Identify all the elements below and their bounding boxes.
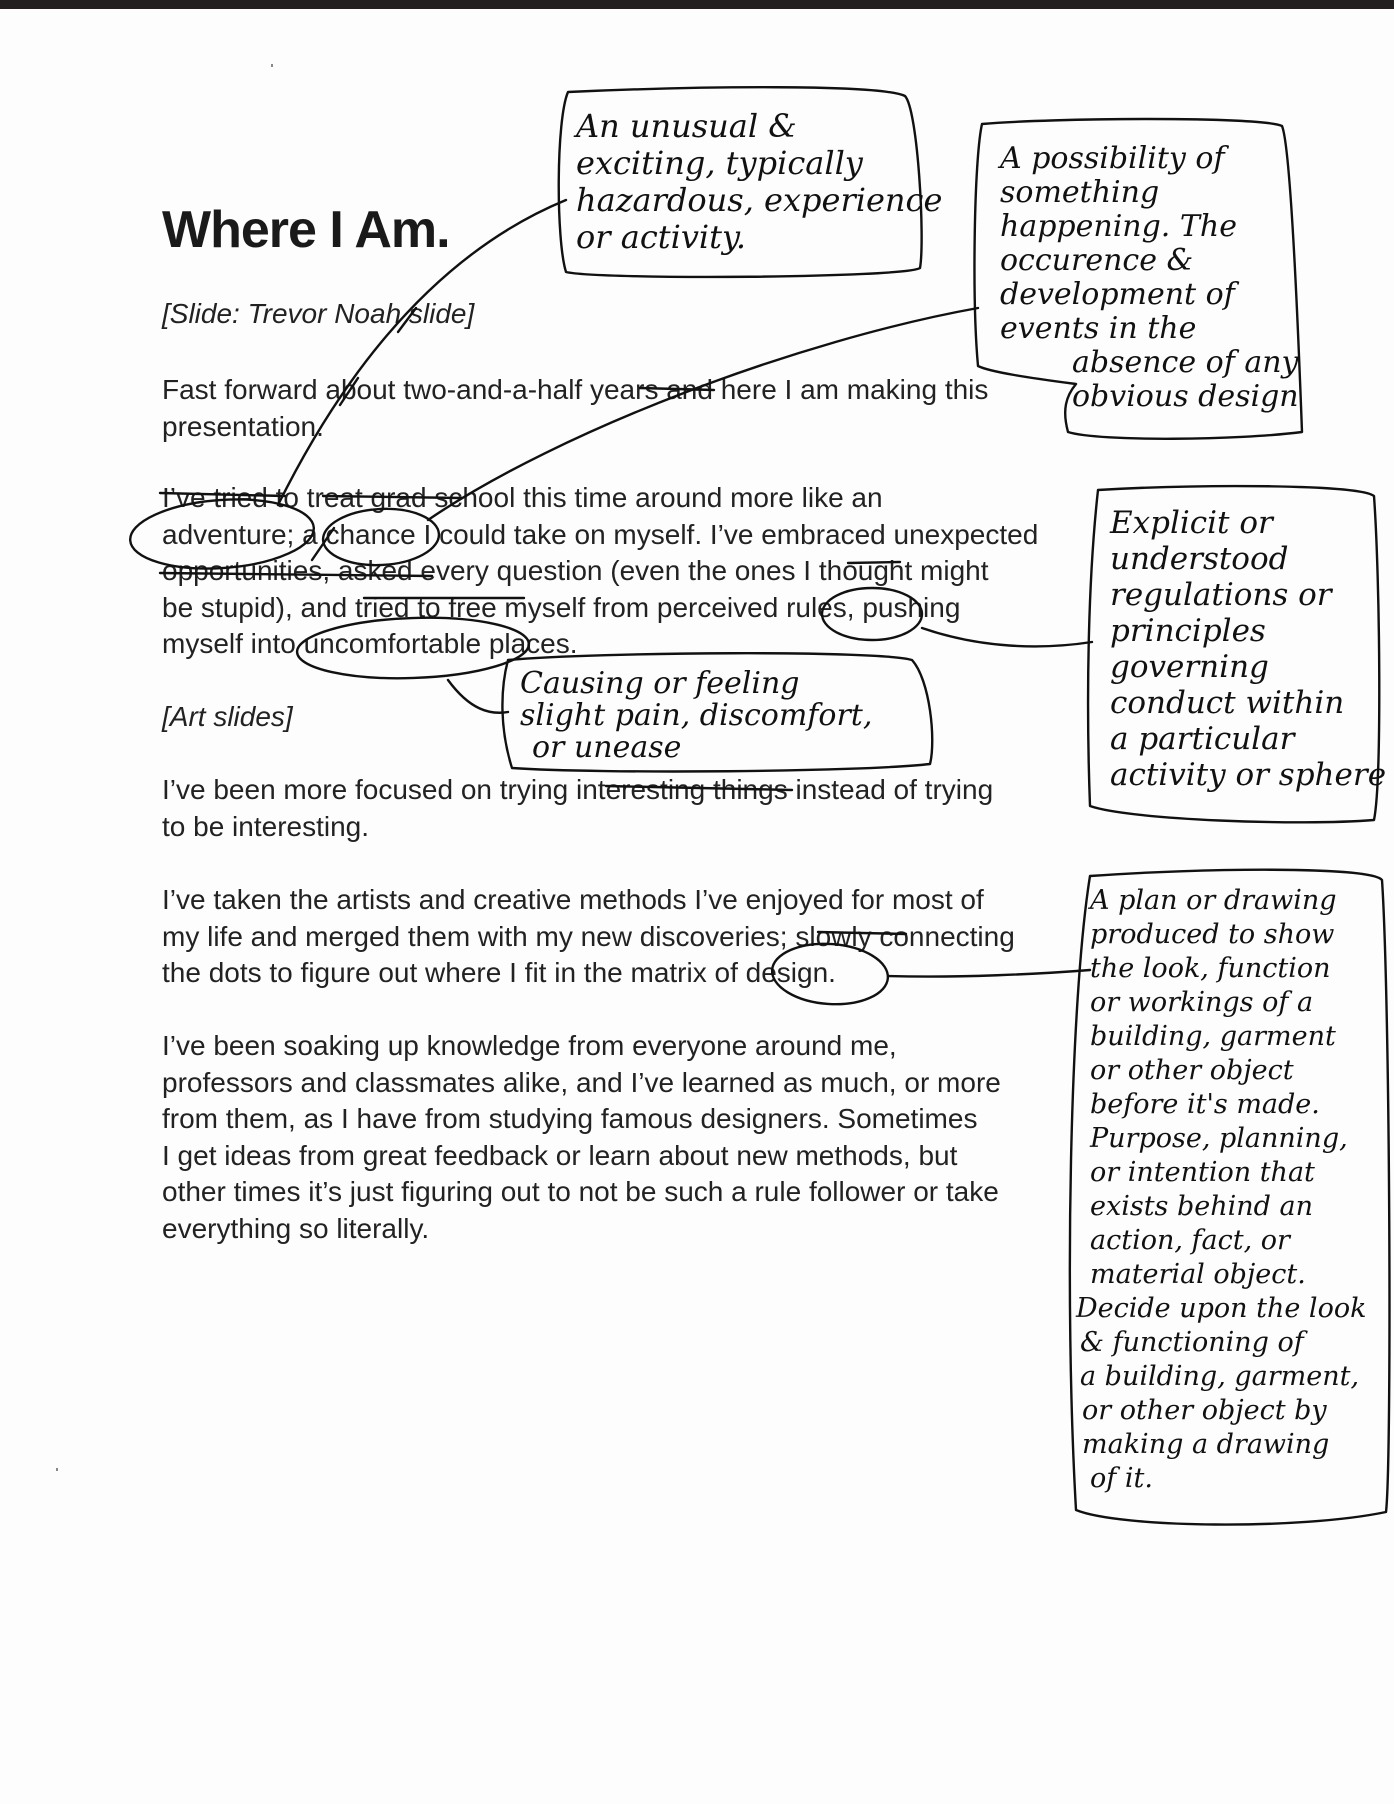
strike-opportunities-asked <box>160 573 432 576</box>
text-line: be stupid), and tried to free myself from perceived rules, pushing <box>162 591 961 623</box>
text-line: I’ve been soaking up knowledge from everyone around me, <box>162 1030 897 1061</box>
note-line: before it's made. <box>1090 1089 1320 1120</box>
strike-ive-tried <box>160 493 285 496</box>
strike-years-and <box>640 388 714 390</box>
connector-uncomfortable <box>448 680 508 713</box>
page-title: Where I Am. <box>162 201 450 259</box>
text-line: everything so literally. <box>162 1212 430 1244</box>
note-line: or workings of a <box>1090 987 1314 1018</box>
note-line: Decide upon the look <box>1076 1293 1367 1324</box>
text-line: adventure; a chance I could take on myself. I’ve embraced unexpected <box>162 518 1039 550</box>
note-adventure <box>576 108 942 256</box>
note-rules <box>1110 505 1386 793</box>
note-chance <box>1000 142 1299 414</box>
circle-chance <box>322 506 441 568</box>
text-line: I’ve tried to treat grad school this time around more like an <box>162 482 883 513</box>
text-line: presentation. <box>162 410 324 442</box>
note-line: of it. <box>1090 1463 1153 1494</box>
text-line: to be interesting. <box>162 810 370 842</box>
text-line: my life and merged them with my new discoveries; slowly connecting <box>162 920 1015 952</box>
strike-i-thought <box>848 562 900 563</box>
connector-chance <box>428 308 978 520</box>
connector-design <box>888 970 1090 977</box>
circle-rules <box>822 588 922 640</box>
note-line: building, garment <box>1090 1021 1336 1052</box>
note-line: the look, function <box>1090 953 1331 984</box>
text-line: other times it’s just figuring out to not be such a rule follower or take <box>162 1176 999 1207</box>
note-line: exists behind an <box>1090 1191 1314 1222</box>
note-line: events in the <box>1000 311 1197 346</box>
note-line: understood <box>1110 541 1289 577</box>
text-line: myself into uncomfortable places. <box>162 628 578 659</box>
slide-note-art: [Art slides] <box>162 701 293 732</box>
strike-treat-grad <box>323 496 462 498</box>
note-line: development of <box>1000 277 1235 312</box>
note-line: hazardous, experience <box>576 181 943 219</box>
mark-a-chance <box>312 528 334 560</box>
text-line: Fast forward about two-and-a-half years and here I am making this <box>162 374 989 405</box>
note-line: absence of any <box>1072 345 1299 380</box>
note-line: conduct within <box>1110 685 1345 721</box>
note-line: An unusual & <box>576 107 797 145</box>
text-line: from them, as I have from studying famous designers. Sometimes <box>162 1103 978 1134</box>
note-line: or other object by <box>1082 1395 1327 1426</box>
note-line: & functioning of <box>1080 1327 1304 1358</box>
note-line: Purpose, planning, <box>1090 1123 1348 1154</box>
note-line: produced to show <box>1090 919 1335 950</box>
note-line: occurence & <box>1000 243 1194 278</box>
note-line: principles <box>1110 613 1266 649</box>
note-line: a building, garment, <box>1080 1361 1360 1392</box>
slide-note-trevor: [Slide: Trevor Noah slide] <box>162 298 475 329</box>
note-line: exciting, typically <box>576 144 863 182</box>
text-line: I’ve taken the artists and creative methods I’ve enjoyed for most of <box>162 884 984 915</box>
text-line: opportunities, asked every question (even the ones I thought might <box>162 555 989 586</box>
text-line: I get ideas from great feedback or learn about new methods, but <box>162 1139 958 1171</box>
note-line: or intention that <box>1090 1157 1315 1188</box>
note-line: or activity. <box>576 218 746 256</box>
strike-slowly <box>818 932 906 934</box>
text-line: professors and classmates alike, and I’ve learned as much, or more <box>162 1066 1001 1098</box>
note-line: regulations or <box>1110 577 1332 613</box>
note-line: action, fact, or <box>1090 1225 1290 1256</box>
connector-adventure <box>278 200 566 505</box>
note-line: happening. The <box>1000 209 1237 244</box>
note-line: making a drawing <box>1082 1429 1330 1460</box>
strike-interesting-things <box>606 786 792 790</box>
note-line: activity or sphere <box>1110 757 1387 793</box>
note-design <box>1076 884 1367 1496</box>
note-line: Causing or feeling <box>520 666 800 701</box>
note-line: Explicit or <box>1110 505 1273 541</box>
circle-uncomfortable <box>296 614 530 682</box>
note-line: or unease <box>532 730 682 765</box>
circle-design <box>770 940 890 1008</box>
note-uncomfortable <box>520 668 872 764</box>
note-line: governing <box>1110 649 1269 685</box>
note-line: material object. <box>1090 1259 1306 1290</box>
note-line: something <box>1000 175 1160 210</box>
note-line: A possibility of <box>1000 141 1225 176</box>
text-line: the dots to figure out where I fit in the matrix of design. <box>162 957 836 988</box>
text-line: I’ve been more focused on trying interesting things instead of trying <box>162 774 994 805</box>
note-line: obvious design <box>1072 379 1299 414</box>
connector-rules <box>922 628 1092 646</box>
note-line: A plan or drawing <box>1090 885 1337 916</box>
note-line: a particular <box>1110 721 1295 757</box>
note-line: slight pain, discomfort, <box>520 698 873 733</box>
circle-adventure <box>128 494 316 575</box>
note-line: or other object <box>1090 1055 1294 1086</box>
